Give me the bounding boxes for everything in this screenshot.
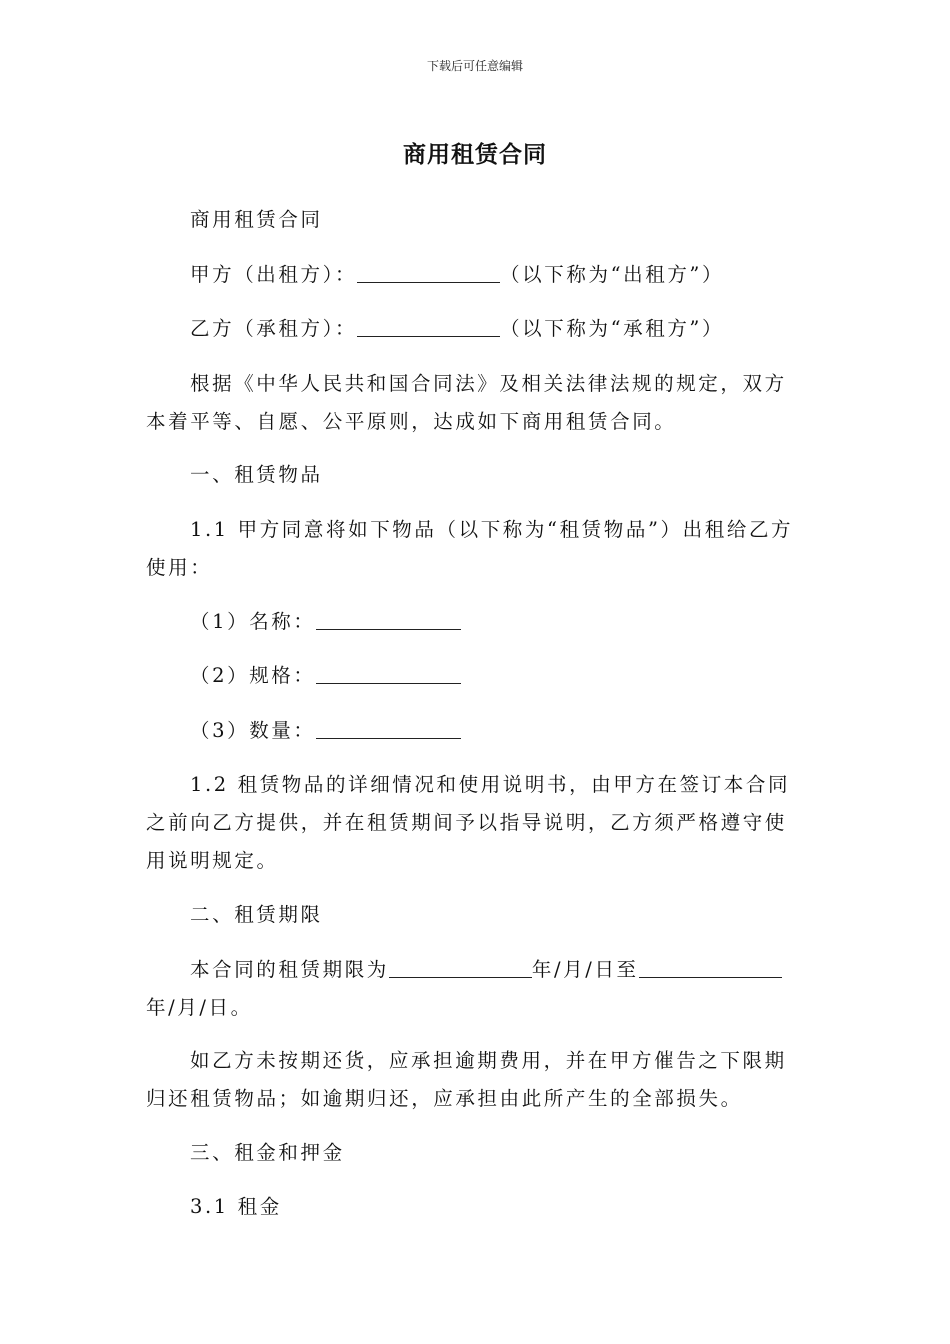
item-spec-line xyxy=(190,657,461,695)
header-note: 下载后可任意编辑 xyxy=(426,59,523,73)
term-start-blank[interactable] xyxy=(389,957,532,978)
item-qty-line xyxy=(190,712,461,750)
document-title: 商用租赁合同 xyxy=(403,142,547,168)
party-a-blank[interactable] xyxy=(357,262,500,283)
term-end-blank[interactable] xyxy=(639,957,782,978)
clause-1-1: 1.1 甲方同意将如下物品（以下称为“租赁物品”）出租给乙方使用： xyxy=(146,518,794,579)
subtitle: 商用租赁合同 xyxy=(190,208,323,231)
term-label: 本合同的租赁期限为 xyxy=(190,958,389,981)
item-spec-label: （2）规格： xyxy=(190,664,316,687)
section-2-heading: 二、租赁期限 xyxy=(190,903,323,926)
item-qty-blank[interactable] xyxy=(316,718,461,739)
section-1-heading: 一、租赁物品 xyxy=(190,463,323,486)
clause-3-1: 3.1 租金 xyxy=(190,1195,282,1218)
party-b-line xyxy=(190,310,724,348)
item-spec-blank[interactable] xyxy=(316,663,461,684)
party-b-blank[interactable] xyxy=(357,316,500,337)
party-a-note: （以下称为“出租方”） xyxy=(500,263,725,286)
term-middle: 年/月/日至 xyxy=(531,958,639,981)
term-end: 年/月/日。 xyxy=(146,996,253,1019)
basis-paragraph: 根据《中华人民共和国合同法》及相关法律法规的规定，双方本着平等、自愿、公平原则，达成如下商用租赁合同。 xyxy=(146,372,787,433)
party-b-label: 乙方（承租方）： xyxy=(190,317,358,340)
overdue-paragraph: 如乙方未按期还货，应承担逾期费用，并在甲方催告之下限期归还租赁物品；如逾期归还，应承担由此所产生的全部损失。 xyxy=(146,1049,787,1110)
item-qty-label: （3）数量： xyxy=(190,719,316,742)
section-3-heading: 三、租金和押金 xyxy=(190,1141,345,1164)
item-name-label: （1）名称： xyxy=(190,610,316,633)
clause-1-2: 1.2 租赁物品的详细情况和使用说明书，由甲方在签订本合同之前向乙方提供，并在租赁期间予以指导说明，乙方须严格遵守使用说明规定。 xyxy=(146,773,791,872)
item-name-line xyxy=(190,603,461,641)
party-a-label: 甲方（出租方）： xyxy=(190,263,358,286)
term-paragraph xyxy=(146,951,794,1027)
party-b-note: （以下称为“承租方”） xyxy=(500,317,725,340)
item-name-blank[interactable] xyxy=(316,609,461,630)
party-a-line xyxy=(190,256,724,294)
